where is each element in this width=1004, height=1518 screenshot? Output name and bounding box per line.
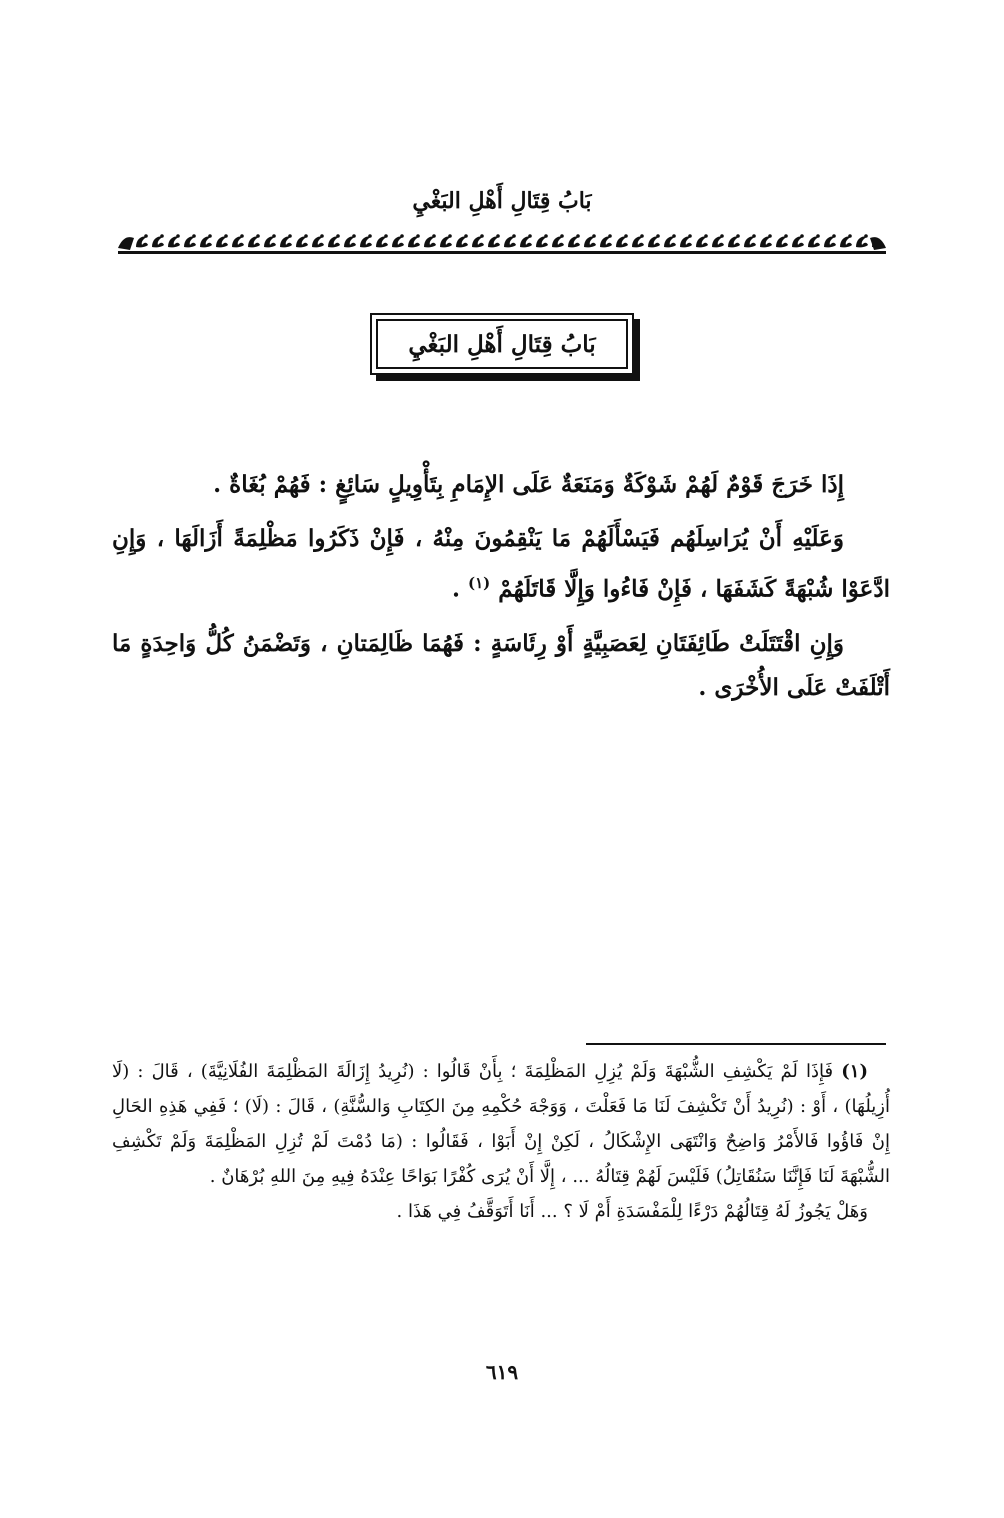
footnote-1-continuation: وَهَلْ يَجُوزُ لَهُ قِتَالُهُمْ دَرْءًا لِلْمَفْسَدَةِ أَمْ لَا ؟ ... أَنَا أَتَوَقَّفُ فِي هَذَا .	[396, 1201, 868, 1222]
main-text	[112, 463, 890, 720]
paragraph-2-text: وَعَلَيْهِ أَنْ يُرَاسِلَهُم فَيَسْأَلَهُمْ مَا يَنْقِمُونَ مِنْهُ ، فَإِنْ ذَكَرُوا مَظْلِمَةً أَزَالَهَا ، وَإِنِ ادَّعَوْا شُبْهَةً كَشَفَهَا ، فَإِنْ فَاءُوا وَإِلَّا قَاتَلَهُمْ	[112, 525, 890, 603]
footnote-separator	[586, 1043, 886, 1045]
footnote-1	[112, 1054, 890, 1194]
page-number: ٦١٩	[485, 1360, 519, 1384]
paragraph-3: وَإِنِ اقْتَتَلَتْ طَائِفَتَانِ لِعَصَبِيَّةٍ أَوْ رِئَاسَةٍ : فَهُمَا ظَالِمَتانِ ، وَتَضْمَنُ كُلُّ وَاحِدَةٍ مَا أَتْلَفَتْ عَلَى الأُخْرَى .	[112, 629, 890, 701]
chapter-title: بَابُ قِتَالِ أَهْلِ البَغْيِ	[376, 319, 628, 369]
ornament-band	[118, 232, 886, 254]
paragraph-1: إِذَا خَرَجَ قَوْمٌ لَهُمْ شَوْكَةٌ وَمَنَعَةٌ عَلَى الإِمَامِ بِتَأْوِيلٍ سَائِغٍ : فَهُمْ بُغَاةٌ .	[213, 471, 844, 498]
footnote-marker: (١)	[467, 574, 491, 592]
paragraph-2	[112, 517, 890, 612]
footnote-1-number: (١)	[841, 1061, 868, 1082]
footnotes	[112, 1054, 890, 1229]
footnote-1-text: فَإِذَا لَمْ يَكْشِفِ الشُّبْهَةَ وَلَمْ يُزِلِ المَظْلِمَةَ ؛ بِأَنْ قَالُوا : (نُرِيدُ إِزَالَةَ المَظْلِمَةَ الفُلَانِيَّةَ) ، قَالَ : (لَا أُزِيلُهَا) ، أَوْ : (نُرِيدُ أَنْ تَكْشِفَ لَنَا مَا فَعَلْتَ ، وَوَجْهَ حُكْمِهِ مِنَ الكِتَابِ وَالسُّنَّةِ) ، قَالَ : (لَا) ؛ فَفِي هَذِهِ الحَالِ إِنْ فَاؤُوا فَالأَمْرُ وَاضِحٌ وَانْتَهَى الإِشْكَالُ ، لَكِنْ إِنْ أَبَوْا ، فَقَالُوا : (مَا دُمْتَ لَمْ تُزِلِ المَظْلِمَةَ وَلَمْ تَكْشِفِ الشُّبْهَةَ لَنَا فَإِنَّنَا سَنُقَاتِلُ) فَلَيْسَ لَهُمْ قِتَالُهُ ... ، إِلَّا أَنْ يُرَى كُفْرًا بَوَاحًا عِنْدَهُ فِيهِ مِنَ اللهِ بُرْهَانٌ .	[112, 1061, 890, 1187]
chapter-title-box	[370, 313, 634, 375]
running-header: بَابُ قِتَالِ أَهْلِ البَغْيِ	[412, 188, 592, 214]
paragraph-2-end: .	[451, 575, 468, 603]
